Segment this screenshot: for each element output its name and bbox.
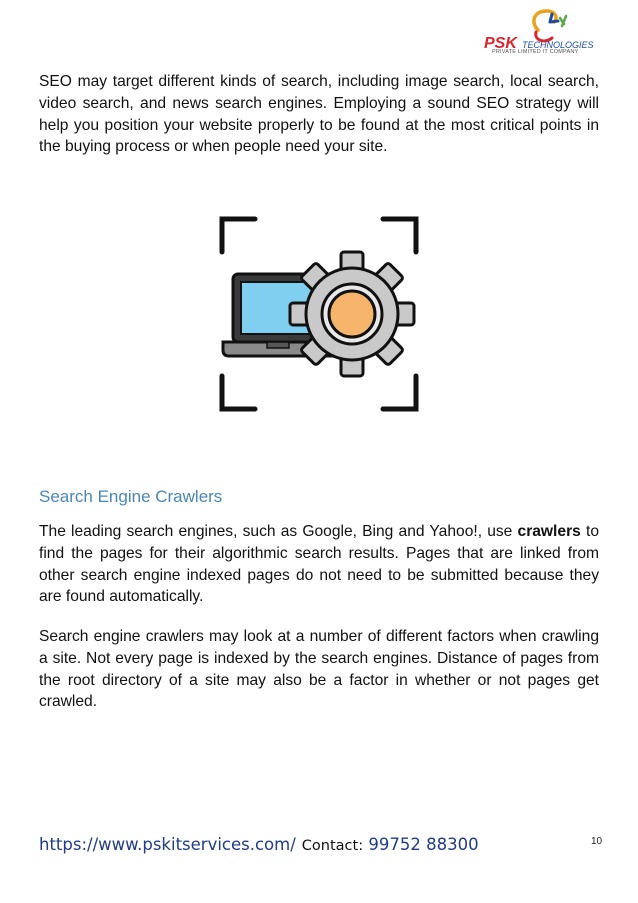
crawlers-paragraph-2: Search engine crawlers may look at a number of different factors when crawling a site. Not every page is indexed by the search engines. Distance of pages from the root directory of a site may also be a factor in whether or not pages get crawled. — [39, 628, 599, 711]
logo-subtitle: PRIVATE LIMITED IT COMPANY — [492, 49, 579, 55]
crawlers-bold-term: crawlers — [517, 523, 581, 540]
contact-label: Contact: — [301, 838, 364, 854]
crawlers-paragraph-1-end: to find the pages for their algorithmic search results. Pages that are linked from other search engine indexed pages do not need to be submitted because they are found automatically. — [39, 523, 599, 606]
website-link[interactable]: https://www.pskitservices.com/ — [39, 835, 296, 854]
footer — [39, 835, 479, 854]
psk-swirl-logo-icon — [478, 8, 604, 52]
page-number: 10 — [591, 836, 603, 847]
company-logo — [478, 8, 604, 55]
contact-phone[interactable]: 99752 88300 — [368, 835, 479, 854]
crawlers-paragraph-1 — [39, 521, 599, 608]
crawlers-paragraph-1-start: The leading search engines, such as Google, Bing and Yahoo!, use — [39, 523, 518, 540]
section-heading: Search Engine Crawlers — [39, 487, 223, 506]
laptop-gear-seo-icon — [219, 216, 419, 414]
logo-technologies: TECHNOLOGIES — [522, 40, 594, 50]
seo-illustration — [219, 216, 419, 414]
intro-paragraph: SEO may target different kinds of search, including image search, local search, video search, and news search engines. Employing a sound SEO strategy will help you position your website properly to be found at the most critical points in the buying process or when people need your site. — [39, 73, 599, 156]
logo-brand: PSK — [484, 35, 517, 52]
